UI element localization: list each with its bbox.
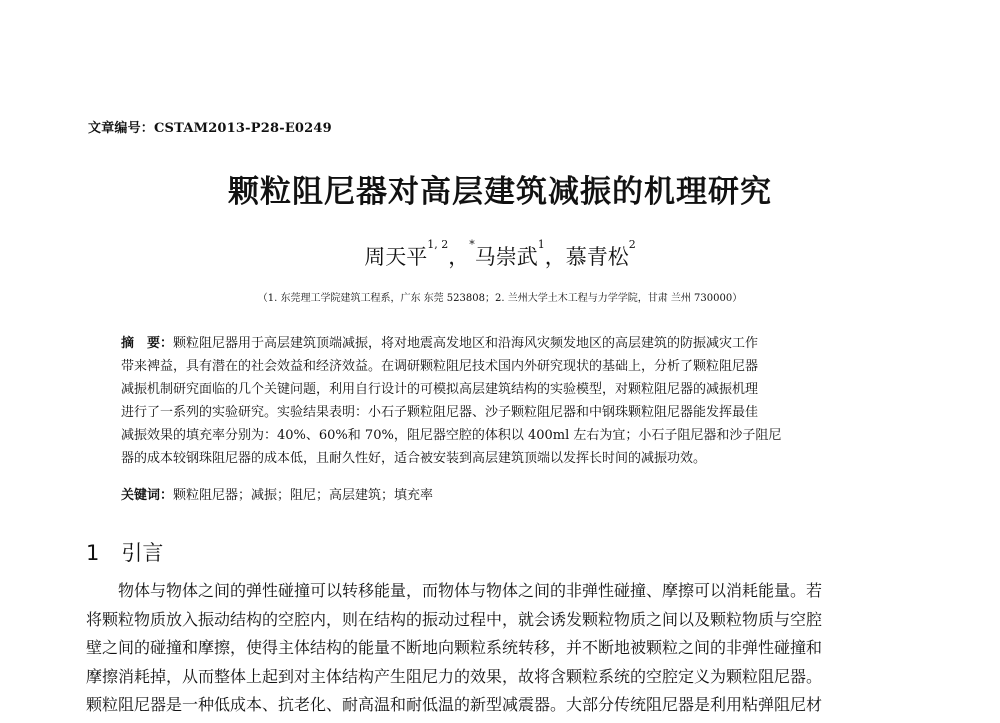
author-separator: ， [544,245,566,269]
abstract-label: 摘 要： [121,336,174,351]
body-text [86,577,912,720]
abstract-line: 减振机制研究面临的几个关键问题，利用自行设计的可模拟高层建筑结构的实验模型，对颗粒阻尼器的减振机理 [121,382,759,397]
body-line: 物体与物体之间的弹性碰撞可以转移能量，而物体与物体之间的非弹性碰撞、摩擦可以消耗能量。若 [118,581,823,600]
author-name: 周天平 [364,245,428,269]
body-line: 将颗粒物质放入振动结构的空腔内，则在结构的振动过程中，就会诱发颗粒物质之间以及颗粒物质与空腔 [86,609,823,629]
body-line: 摩擦消耗掉，从而整体上起到对主体结构产生阻尼力的效果，故将含颗粒系统的空腔定义为颗粒阻尼器。 [86,666,823,686]
section-number: 1 [86,541,100,565]
corresponding-author-mark: * [469,238,475,251]
abstract-line: 器的成本较钢珠阻尼器的成本低，且耐久性好，适合被安装到高层建筑顶端以发挥长时间的减振功效。 [121,451,707,466]
paper-title: 颗粒阻尼器对高层建筑减振的机理研究 [228,174,772,210]
author-affiliation-mark: 2 [628,238,636,251]
abstract-line: 减振效果的填充率分别为：40%、60%和 70%，阻尼器空腔的体积以 400ml 左右为宜；小石子阻尼器和沙子阻尼 [121,428,782,443]
affiliation: （1. 东莞理工学院建筑工程系，广东 东莞 523808；2. 兰州大学土木工程与力学学院，甘肃 兰州 730000） [257,293,743,304]
article-number-label: 文章编号： [88,121,155,136]
body-line: 壁之间的碰撞和摩擦，使得主体结构的能量不断地向颗粒系统转移，并不断地被颗粒之间的非弹性碰撞和 [86,638,823,657]
section-title: 引言 [121,541,164,565]
keywords [121,484,871,503]
body-line: 颗粒阻尼器是一种低成本、抗老化、耐高温和耐低温的新型减震器。大部分传统阻尼器是利用粘弹阻尼材 [86,695,823,714]
author-affiliation-mark: 1 [537,238,545,251]
abstract-text: 颗粒阻尼器用于高层建筑顶端减振，将对地震高发地区和沿海风灾频发地区的高层建筑的防振减灾工作 [173,336,759,351]
abstract-line: 带来裨益，具有潜在的社会效益和经济效益。在调研颗粒阻尼技术国内外研究现状的基础上，分析了颗粒阻尼器 [121,359,759,374]
section-heading [86,537,163,567]
author-list [0,238,1000,271]
abstract [121,332,871,470]
abstract-line [121,332,871,355]
keywords-label: 关键词： [121,488,174,503]
author [364,238,449,269]
article-number [88,117,332,136]
keywords-value: 颗粒阻尼器；减振；阻尼；高层建筑；填充率 [173,488,434,503]
author-separator: ， [448,245,470,269]
author-name: 马崇武 [474,245,538,269]
author-affiliation-mark: 1, 2 [427,238,449,251]
author-name: 慕青松 [565,245,629,269]
article-number-value: CSTAM2013-P28-E0249 [154,121,332,136]
author [565,238,636,269]
abstract-line: 进行了一系列的实验研究。实验结果表明：小石子颗粒阻尼器、沙子颗粒阻尼器和中钢珠颗粒阻尼器能发挥最佳 [121,405,759,420]
author [474,238,545,269]
